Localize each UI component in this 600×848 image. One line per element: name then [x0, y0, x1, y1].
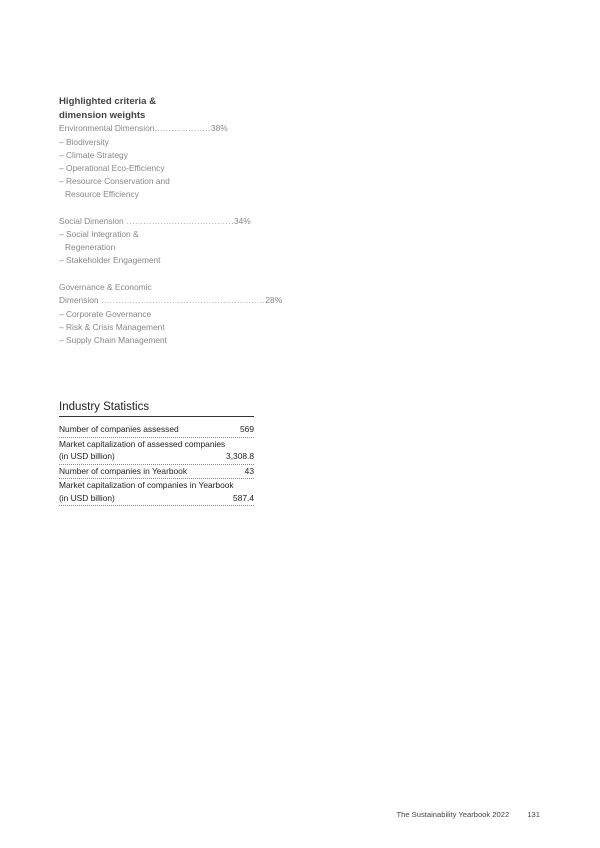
page-number: 131	[527, 810, 540, 819]
stat-label: Market capitalization of assessed companies	[59, 438, 226, 449]
criteria-item: – Operational Eco-Efficiency	[59, 162, 165, 173]
publication-title: The Sustainability Yearbook 2022	[396, 810, 510, 819]
criteria-item: – Social Integration & Regeneration	[59, 229, 139, 253]
criteria-item: – Risk & Crisis Management	[59, 321, 165, 332]
governance-label-line2: Dimension	[59, 295, 99, 306]
stat-label: Number of companies assessed	[59, 424, 179, 434]
environmental-dimension-row	[59, 122, 228, 136]
stat-label: (in USD billion)	[59, 451, 115, 461]
stat-label: Market capitalization of companies in Yearbook	[59, 480, 234, 490]
social-dimension-row	[59, 215, 251, 229]
governance-dimension-row	[59, 294, 283, 308]
criteria-heading	[59, 95, 184, 122]
criteria-section	[59, 95, 283, 347]
leader-dots: ..........................................................	[98, 295, 266, 306]
stat-label: Number of companies in Yearbook	[59, 465, 188, 476]
criteria-item: – Climate Strategy	[59, 149, 128, 160]
stat-row	[59, 423, 254, 438]
social-label: Social Dimension	[59, 215, 124, 226]
criteria-item: – Stakeholder Engagement	[59, 255, 161, 266]
stat-value: 587.4	[233, 492, 254, 503]
social-group	[59, 215, 251, 268]
criteria-item: – Corporate Governance	[59, 308, 152, 319]
stat-row	[59, 479, 254, 492]
stat-label: (in USD billion)	[59, 492, 115, 503]
environmental-weight: 38%	[210, 123, 228, 133]
stat-value: 3,308.8	[226, 451, 254, 461]
environmental-label: Environmental Dimension	[59, 123, 155, 133]
leader-dots: ......................................	[123, 215, 234, 226]
stat-row	[59, 465, 254, 480]
stat-value: 569	[240, 424, 254, 434]
criteria-heading-line1: Highlighted criteria &	[59, 96, 157, 107]
criteria-item: – Biodiversity	[59, 136, 109, 147]
stat-row	[59, 438, 254, 451]
stat-row-cont	[59, 492, 254, 507]
stat-value: 43	[244, 465, 254, 476]
governance-label-line1: Governance & Economic	[59, 281, 152, 292]
governance-weight: 28%	[265, 295, 283, 306]
criteria-item: – Resource Conservation and Resource Efficiency	[59, 176, 170, 200]
page-footer	[396, 810, 540, 819]
stat-row-cont	[59, 450, 254, 465]
criteria-item: – Supply Chain Management	[59, 335, 168, 346]
environmental-group	[59, 122, 228, 202]
social-weight: 34%	[233, 215, 251, 226]
leader-dots: ....................	[154, 123, 211, 133]
criteria-heading-line2: dimension weights	[59, 109, 146, 121]
governance-group	[59, 281, 283, 348]
industry-statistics	[59, 401, 254, 506]
industry-statistics-title: Industry Statistics	[59, 401, 254, 417]
